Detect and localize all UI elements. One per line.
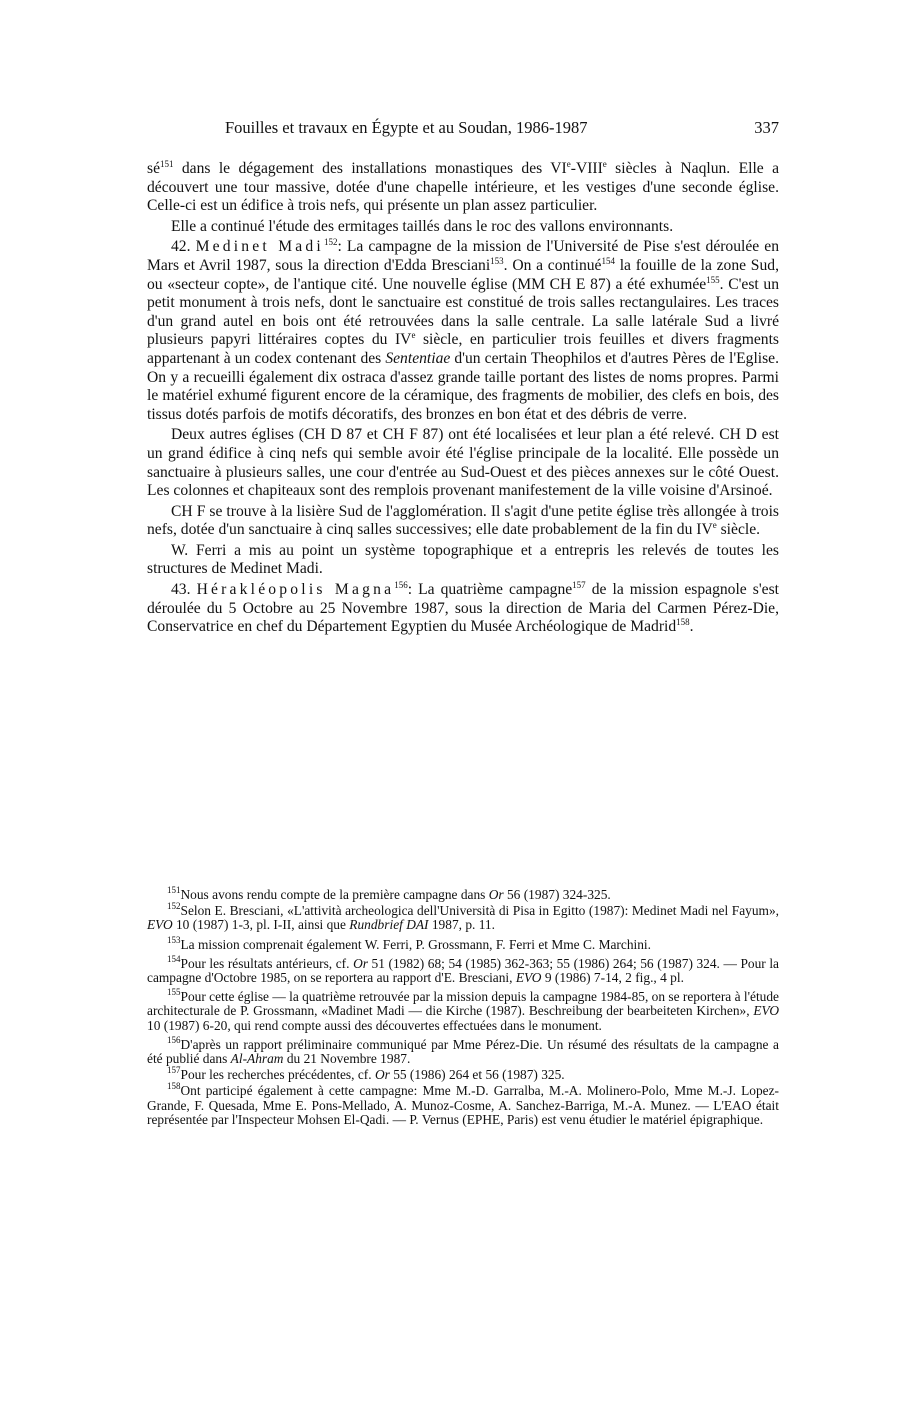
footnote-152: $^{152}$Selon E. Bresciani, «L'attività archeologica dell'Università di Pisa in Egitto (1987): Medinet Madi nel Fayum», EVO 10 (1987) 1-3, pl. I-II, ainsi que Rundbrief DAI 1987, p. 11. (147, 901, 779, 933)
place-name-medinet-madi: Medinet Madi (195, 238, 324, 256)
page-number: 337 (754, 118, 779, 137)
paragraph-deux-eglises: Deux autres églises (CH D 87 et CH F 87) ont été localisées et leur plan a été relevé. CH D est un grand édifice à cinq nefs qui semble avoir été l'église principale de la localité. Elle possède un sanctuaire à plusieurs salles, une cour d'entrée au Sud-Ouest et des pièces annexes sur le côté Ouest. Les colonnes et chapiteaux sont des remplois provenant manifestement de la ville voisine d'Arsinoé. (147, 426, 779, 500)
footnote-154: $^{154}$Pour les résultats antérieurs, cf. Or 51 (1982) 68; 54 (1985) 362-363; 55 (1986) 264; 56 (1987) 324. — Pour la campagne d'Octobre 1985, on se reportera au rapport d'E. Bresciani, EVO 9 (1986) 7-14, 2 fig., 4 pl. (147, 953, 779, 986)
paragraph-naqlun: $sé^{151}$ dans le dégagement des installations monastiques des VIe-VIIIe siècles à Naqlun. Elle a découvert une tour massive, dotée d'une chapelle intérieure, et les vestiges d'une seconde église. Celle-ci est un édifice à trois nefs, qui présente un plan assez particulier. (147, 159, 779, 215)
body-text (147, 160, 779, 637)
note-ref-157: 157 (572, 580, 586, 591)
paragraph-ch-f: CH F se trouve à la lisière Sud de l'agglomération. Il s'agit d'une petite église très allongée à trois nefs, dotée d'un sanctuaire à cinq salles successives; elle date probablement de la fin du IVe siècle. (147, 502, 779, 539)
paragraph-medinet-madi: 42. Medinet Madi$^{152}$: La campagne de la mission de l'Université de Pise s'est déroulée en Mars et Avril 1987, sous la direction d'Edda Bresciani$^{153}$. On a continué$^{154}$ la fouille de la zone Sud, ou «secteur copte», de l'antique cité. Une nouvelle église (MM CH E 87) a été exhumée$^{155}$. C'est un petit monument à trois nefs, dont le sanctuaire est constitué de trois salles rectangulaires. Les traces d'un grand autel en bois ont été retrouvées dans la salle centrale. La salle latérale Sud a livré plusieurs papyri littéraires coptes du IVe siècle, en particulier trois feuilles et divers fragments appartenant à un codex contenant des Sententiae d'un certain Theophilos et d'autres Pères de l'Eglise. On y a recueilli également dix ostraca d'assez grande taille portant des listes de noms propres. Parmi le matériel exhumé figurent encore de la céramique, des fragments de mobilier, des clefs en bois, des tissus dotés parfois de motifs décoratifs, des bronzes en bon état et des débris de verre. (147, 237, 780, 423)
footnote-153: $^{153}$La mission comprenait également W. Ferri, P. Grossmann, F. Ferri et Mme C. Marchini. (167, 934, 652, 952)
place-name-herakleopolis: Hérakléopolis Magna (196, 581, 395, 599)
footnote-157: $^{157}$Pour les recherches précédentes, cf. Or 55 (1986) 264 et 56 (1987) 325. (167, 1065, 565, 1083)
note-ref-151: 151 (160, 159, 174, 169)
note-ref-153: 153 (490, 255, 504, 266)
paragraph-ferri: W. Ferri a mis au point un système topographique et a entrepris les relevés de toutes les structures de Medinet Madi. (147, 541, 779, 578)
page (147, 118, 780, 1127)
footnotes (147, 885, 779, 1129)
note-ref-152: 152 (323, 237, 338, 248)
note-ref-155: 155 (706, 274, 720, 285)
running-head (147, 118, 779, 146)
running-title: Fouilles et travaux en Égypte et au Soudan, 1986-1987 (225, 118, 588, 137)
footnote-158: $^{158}$Ont participé également à cette campagne: Mme M.-D. Garralba, M.-A. Molinero-Polo, Mme M.-J. Lopez-Grande, F. Quesada, Mme E. Pons-Mellado, A. Munoz-Cosme, A. Sanchez-Barriga, M.-A. Munez. — L'EAO était représentée par l'Inspecteur Mohsen El-Qadi. — P. Vernus (EPHE, Paris) est venu étudier le matériel épigraphique. (147, 1081, 779, 1127)
footnote-151: $^{151}$Nous avons rendu compte de la première campagne dans Or 56 (1987) 324-325. (167, 885, 611, 902)
section-number-43: 43. (171, 581, 191, 599)
footnote-155: $^{155}$Pour cette église — la quatrième retrouvée par la mission depuis la campagne 1984-85, on se reportera à l'étude architecturale de P. Grossmann, «Madinet Madi — die Kirche (1987). Beschreibung der bearbeiteten Kirchen», EVO 10 (1987) 6-20, qui rend compte aussi des découvertes effectuées dans le monument. (147, 987, 779, 1033)
footnote-156: $^{156}$D'après un rapport préliminaire communiqué par Mme Pérez-Die. Un résumé des résultats de la campagne a été publié dans Al-Ahram du 21 Novembre 1987. (147, 1034, 779, 1067)
paragraph-herakleopolis: 43. Hérakléopolis Magna$^{156}$: La quatrième campagne$^{157}$ de la mission espagnole s'est déroulée du 5 Octobre au 25 Novembre 1987, sous la direction de Maria del Carmen Pérez-Die, Conservatrice en chef du Département Egyptien du Musée Archéologique de Madrid$^{158}$. (147, 580, 779, 636)
note-ref-154: 154 (601, 255, 615, 266)
note-ref-158: 158 (676, 617, 690, 628)
section-number-42: 42. (171, 238, 191, 256)
note-ref-156: 156 (394, 580, 408, 591)
paragraph-ermitages: Elle a continué l'étude des ermitages taillés dans le roc des vallons environnants. (171, 217, 674, 235)
